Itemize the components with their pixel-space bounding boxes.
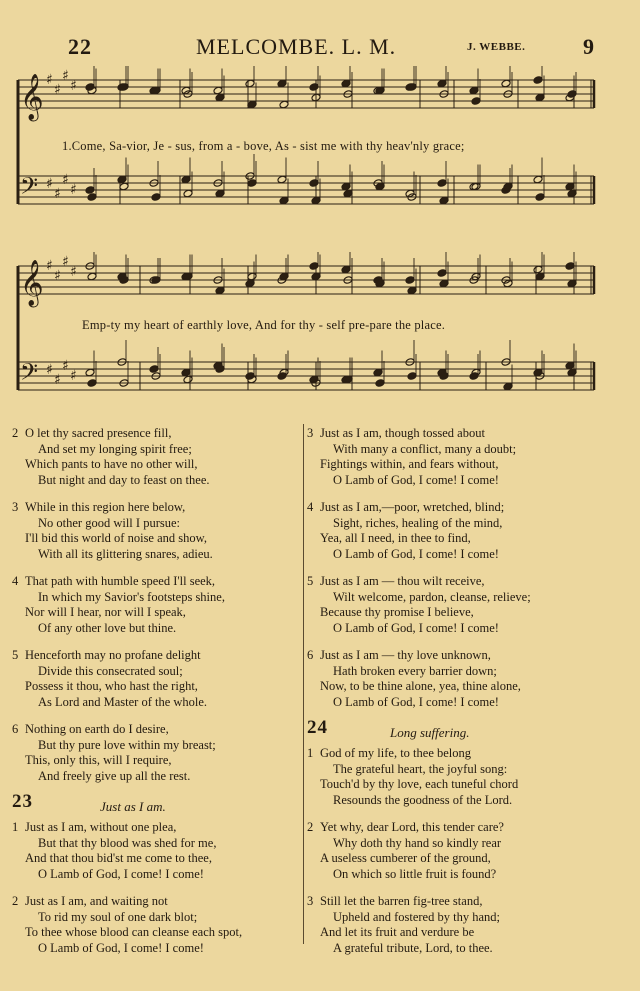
svg-text:♯: ♯ — [62, 254, 69, 270]
verse-line: While in this region here below, — [25, 500, 186, 514]
stanza — [12, 426, 300, 488]
verse-line: Yet why, dear Lord, this tender care? — [320, 820, 504, 834]
verse-line: Hath broken every barrier down; — [333, 663, 497, 678]
verse-line: The grateful heart, the joyful song: — [333, 761, 508, 776]
verse-line: Resounds the goodness of the Lord. — [333, 792, 513, 807]
verse-line: This, only this, will I require, — [25, 753, 172, 767]
lyrics-line-1: 1.Come, Sa-vior, Je - sus, from a - bove, As - sist me with thy heav'nly grace; — [62, 139, 465, 153]
verse-line: With many a conflict, many a doubt; — [333, 441, 517, 456]
verse-line: No other good will I pursue: — [38, 515, 180, 530]
verse-line: Wilt welcome, pardon, cleanse, relieve; — [333, 589, 531, 604]
stanza — [307, 574, 607, 636]
hymn-number: 23 — [12, 791, 33, 812]
svg-text:♯: ♯ — [70, 264, 77, 280]
verse-number: 1 — [12, 820, 19, 834]
left-column — [12, 426, 300, 968]
stanza — [307, 648, 607, 710]
verse-line: With all its glittering snares, adieu. — [38, 546, 213, 561]
verse-line: O Lamb of God, I come! I come! — [38, 866, 204, 881]
verse-line: A grateful tribute, Lord, to thee. — [333, 940, 493, 955]
svg-text:♯: ♯ — [62, 172, 69, 188]
svg-text:♯: ♯ — [70, 78, 77, 94]
verse-line: Nor will I hear, nor will I speak, — [25, 605, 186, 619]
stanza — [12, 820, 300, 882]
svg-text:♯: ♯ — [62, 358, 69, 374]
verse-number: 5 — [12, 648, 19, 662]
verse-line: Still let the barren fig-tree stand, — [320, 894, 483, 908]
verse-line: God of my life, to thee belong — [320, 746, 472, 760]
verse-line: Why doth thy hand so kindly rear — [333, 835, 502, 850]
right-column — [307, 426, 607, 968]
stanza — [12, 648, 300, 710]
verse-line: But that thy blood was shed for me, — [38, 835, 217, 850]
svg-text:♯: ♯ — [62, 68, 69, 84]
verse-line: Now, to be thine alone, yea, thine alone, — [320, 679, 521, 693]
svg-text:♯: ♯ — [46, 176, 53, 192]
verse-line: In which my Savior's footsteps shine, — [38, 589, 225, 604]
verse-line: O Lamb of God, I come! I come! — [38, 940, 204, 955]
svg-text:𝄢: 𝄢 — [20, 358, 39, 391]
svg-text:♯: ♯ — [70, 182, 77, 198]
verse-line: To rid my soul of one dark blot; — [38, 909, 198, 924]
verse-line: And set my longing spirit free; — [38, 441, 192, 456]
verse-line: And let its fruit and verdure be — [320, 925, 475, 939]
svg-text:♯: ♯ — [54, 372, 61, 388]
verse-line: Just as I am — thou wilt receive, — [320, 574, 485, 588]
verse-number: 5 — [307, 574, 314, 588]
verse-line: That path with humble speed I'll seek, — [25, 574, 216, 588]
verse-number: 1 — [307, 746, 314, 760]
stanza — [307, 426, 607, 488]
verse-number: 3 — [307, 426, 314, 440]
stanza — [307, 820, 607, 882]
bass-staff-2 — [18, 340, 594, 391]
svg-text:♯: ♯ — [46, 258, 53, 274]
svg-text:♯: ♯ — [54, 186, 61, 202]
verse-line: Touch'd by thy love, each tuneful chord — [320, 777, 519, 791]
column-divider — [303, 424, 304, 944]
verse-line: As Lord and Master of the whole. — [38, 694, 208, 709]
verse-line: Of any other love but thine. — [38, 620, 177, 635]
composer: J. WEBBE. — [467, 41, 526, 53]
stanza — [307, 500, 607, 562]
verse-line: Fightings within, and fears without, — [320, 457, 499, 471]
stanza — [12, 574, 300, 636]
verse-line: Just as I am, and waiting not — [25, 894, 168, 908]
lyrics-line-2: Emp-ty my heart of earthly love, And for thy - self pre-pare the place. — [82, 318, 446, 332]
verse-line: And freely give up all the rest. — [38, 768, 191, 783]
svg-text:♯: ♯ — [46, 362, 53, 378]
verse-line: But thy pure love within my breast; — [38, 737, 216, 752]
verse-line: Nothing on earth do I desire, — [25, 722, 169, 736]
verse-line: O Lamb of God, I come! I come! — [333, 472, 499, 487]
hymn-23-heading — [12, 791, 300, 818]
svg-text:♯: ♯ — [54, 268, 61, 284]
hymn-24-heading — [307, 717, 607, 744]
verse-line: On which so little fruit is found? — [333, 866, 497, 881]
hymn-title: Long suffering. — [390, 725, 470, 740]
verse-line: Upheld and fostered by thy hand; — [333, 909, 500, 924]
verse-number: 2 — [307, 820, 314, 834]
verse-line: Just as I am, without one plea, — [25, 820, 177, 834]
verse-line: Sight, riches, healing of the mind, — [333, 515, 503, 530]
verse-line: Henceforth may no profane delight — [25, 648, 201, 662]
svg-text:♯: ♯ — [70, 368, 77, 384]
verse-line: Yea, all I need, in thee to find, — [320, 531, 471, 545]
svg-text:𝄢: 𝄢 — [20, 172, 39, 205]
verse-number: 6 — [307, 648, 314, 662]
bass-staff-1 — [18, 154, 594, 205]
svg-text:𝄞: 𝄞 — [20, 74, 44, 120]
verse-line: But night and day to feast on thee. — [38, 472, 210, 487]
verse-line: Possess it thou, who hast the right, — [25, 679, 198, 693]
verse-number: 4 — [12, 574, 19, 588]
verse-line: Because thy promise I believe, — [320, 605, 474, 619]
stanza — [307, 894, 607, 956]
svg-text:♯: ♯ — [46, 72, 53, 88]
page-number-left: 22 — [68, 34, 92, 59]
stanza — [12, 894, 300, 956]
verse-line: O Lamb of God, I come! I come! — [333, 620, 499, 635]
verse-number: 2 — [12, 426, 19, 440]
verse-line: A useless cumberer of the ground, — [320, 851, 491, 865]
verse-line: I'll bid this world of noise and show, — [25, 531, 207, 545]
verse-line: To thee whose blood can cleanse each spot, — [25, 925, 243, 939]
hymn-number: 24 — [307, 717, 328, 738]
verse-line: And that thou bid'st me come to thee, — [25, 851, 212, 865]
verse-number: 3 — [307, 894, 314, 908]
verse-line: Just as I am,—poor, wretched, blind; — [320, 500, 505, 514]
verse-line: O Lamb of God, I come! I come! — [333, 694, 499, 709]
verse-number: 2 — [12, 894, 19, 908]
stanza — [12, 722, 300, 784]
stanza — [307, 746, 607, 808]
verse-line: O let thy sacred presence fill, — [25, 426, 172, 440]
hymn-title: Just as I am. — [100, 799, 166, 814]
svg-text:♯: ♯ — [54, 82, 61, 98]
verse-line: Just as I am — thy love unknown, — [320, 648, 491, 662]
verse-line: O Lamb of God, I come! I come! — [333, 546, 499, 561]
tune-title: MELCOMBE. L. M. — [196, 34, 397, 59]
verse-number: 4 — [307, 500, 314, 514]
stanza — [12, 500, 300, 562]
svg-text:𝄞: 𝄞 — [20, 260, 44, 306]
verse-line: Divide this consecrated soul; — [38, 663, 183, 678]
verse-number: 3 — [12, 500, 19, 514]
page-number-right: 9 — [583, 34, 595, 59]
verse-line: Which pants to have no other will, — [25, 457, 198, 471]
verse-number: 6 — [12, 722, 19, 736]
verse-line: Just as I am, though tossed about — [320, 426, 485, 440]
